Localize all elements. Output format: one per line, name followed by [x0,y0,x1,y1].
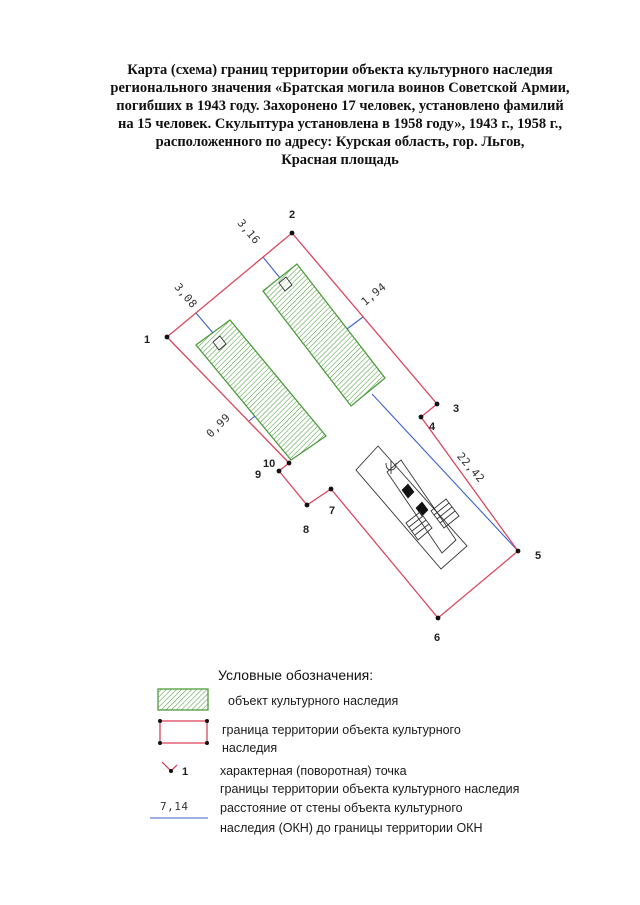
title-line: на 15 человек. Скульптура установлена в 1958 году», 1943 г., 1958 г., [118,116,562,132]
legend-heritage-swatch [158,689,208,710]
legend-turning-point-symbol [162,762,188,778]
point-label: 3 [453,403,460,415]
distance-label: 3,16 [234,216,263,247]
turning-point-2 [290,231,295,236]
legend-distance-label: 7,14 [160,800,189,813]
distance-line [196,313,213,333]
boundary-map [0,190,640,650]
monument [356,446,467,569]
turning-point-1 [165,335,170,340]
point-label: 1 [144,334,151,346]
distance-line [249,416,255,421]
legend-title: Условные обозначения: [218,667,374,683]
turning-point-6 [436,616,441,621]
turning-point-8 [305,503,310,508]
turning-point-9 [277,469,282,474]
legend-boundary-swatch [158,719,209,745]
title-line: расположенного по адресу: Курская область, гор. Льгов, [155,134,525,150]
legend-point-label: 1 [182,766,189,778]
document-title [90,61,590,169]
distance-line [263,257,280,278]
distance-line [347,317,363,329]
legend-boundary-label: наследия [222,741,278,755]
turning-point-3 [435,402,440,407]
grave-block-icon [402,484,414,498]
legend-turning-point-label: границы территории объекта культурного наследия [220,782,520,796]
point-label: 2 [289,209,296,221]
legend-turning-point-label: характерная (поворотная) точка [220,764,407,778]
distance-label: 0,99 [203,410,234,441]
legend-distance-text: расстояние от стены объекта культурного [220,801,463,815]
point-label: 9 [255,469,262,481]
title-line: погибших в 1943 году. Захоронено 17 человек, установлено фамилий [116,98,564,114]
point-label: 8 [303,524,310,536]
legend-distance-symbol [150,800,208,818]
point-label: 6 [434,632,441,644]
turning-point-4 [419,415,424,420]
turning-point-5 [516,549,521,554]
title-line: Красная площадь [281,152,399,168]
title-line: Карта (схема) границ территории объекта культурного наследия [127,62,553,78]
point-label: 5 [535,550,542,562]
point-label: 10 [263,458,276,470]
title-line: регионального значения «Братская могила воинов Советской Армии, [110,80,570,96]
legend-heritage-label: объект культурного наследия [228,694,399,708]
distance-label: 22,42 [454,449,488,486]
point-label: 4 [429,421,436,433]
turning-point-7 [329,487,334,492]
turning-point-10 [287,461,292,466]
legend-distance-text: наследия (ОКН) до границы территории ОКН [220,821,483,835]
legend-boundary-label: граница территории объекта культурного [222,723,461,737]
stairs-icon [406,512,432,540]
legend-symbols [140,680,220,830]
distance-label: 3,08 [171,280,200,311]
point-label: 7 [329,505,336,517]
distance-label: 1,94 [358,280,389,309]
